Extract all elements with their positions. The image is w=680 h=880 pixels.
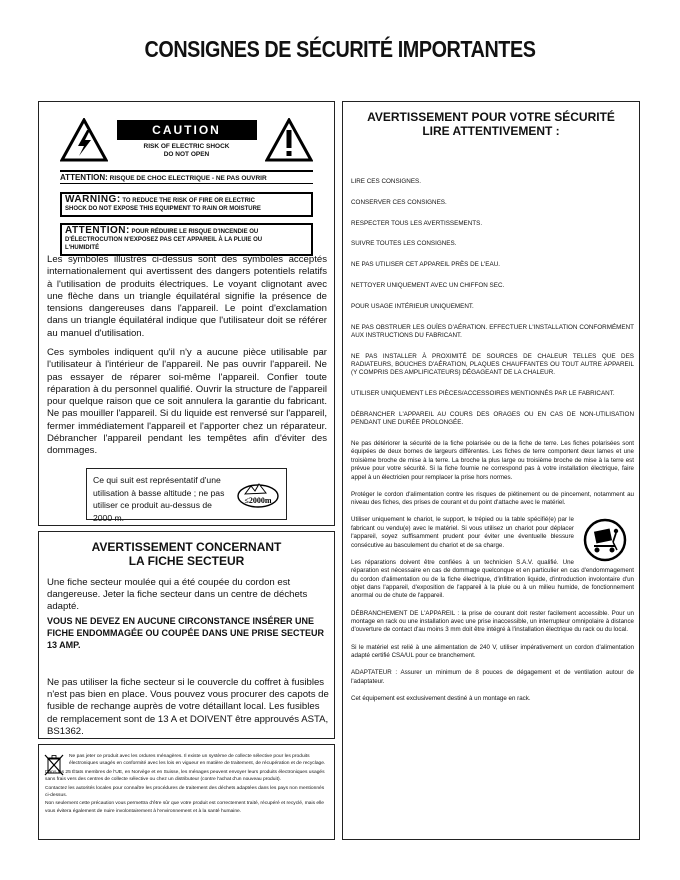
safety-item: LIRE CES CONSIGNES. [351, 178, 421, 185]
safety-item: RESPECTER TOUS LES AVERTISSEMENTS. [351, 219, 483, 227]
plug-warning-section [38, 531, 335, 739]
safety-item: UTILISER UNIQUEMENT LES PIÈCES/ACCESSOIRES MENTIONNÉS PAR LE FABRICANT. [351, 390, 615, 398]
weee-paragraph-4: Non seulement cette précaution vous permettra d'être sûr que votre produit est correctement traité, récupéré et recyclé, mais elle vous évitera également de nuire involontairement à l'environnement et à la santé humaine. [45, 801, 325, 814]
altitude-text: Ce qui suit est représentatif d'une utilisation à basse altitude ; ne pas utiliser ce produit au-dessus de 2000 m. [93, 475, 225, 523]
safety-heading [343, 110, 639, 138]
polarized-plug-paragraph: Ne pas détériorer la sécurité de la fiche polarisée ou de la fiche de terre. Les fiches polarisées sont équipées de deux bornes de largeurs différentes. Les fiches de terre comportent deux lames et une troisième broche de mise à la terre. La broche la plus large ou troisième broche de mise à la terre est prévue pour votre sécurité. Si la fiche fournie ne correspond pas à votre installation électrique, faire appel à un électricien pour remplacer la prise hors normes. [351, 439, 634, 481]
safety-item: SUIVRE TOUTES LES CONSIGNES. [351, 240, 457, 248]
power-cord-paragraph: Protéger le cordon d'alimentation contre les risques de piétinement ou de pincement, notamment au niveau des fiches, des prises de courant et du point d'attache avec le matériel. [351, 490, 634, 507]
safety-item: NE PAS UTILISER CET APPAREIL PRÈS DE L'EAU. [351, 261, 500, 269]
safety-item: POUR USAGE INTÉRIEUR UNIQUEMENT. [351, 302, 474, 310]
symbols-paragraph-1: Les symboles illustrés ci-dessus sont des symboles acceptés internationalement qui avertissent des dangers potentiels relatifs à l'utilisation de produits électriques. Le voyant clignotant avec une flèche dans un triangle équilatéral signifie la présence de tensions dangereuses dans l'appareil. Le point d'exclamation dans un triangle équilatéral indique que l'utilisateur doit se référer au manuel d'utilisation. [47, 254, 327, 339]
safety-item: CONSERVER CES CONSIGNES. [351, 198, 447, 206]
safety-item: DÉBRANCHER L'APPAREIL AU COURS DES ORAGES OU EN CAS DE NON-UTILISATION PENDANT UNE DURÉE PROLONGÉE. [351, 410, 634, 427]
caution-section [38, 101, 335, 526]
plug-paragraph-1: Une fiche secteur moulée qui a été coupée du cordon est dangereuse. Jeter la fiche secteur dans un centre de déchets adapté. [47, 577, 308, 613]
cart-paragraph: Utiliser uniquement le chariot, le support, le trépied ou la table spécifié(e) par le fabricant ou vendu(e) avec le matériel. Si vous utilisez un chariot pour déplacer l'appareil, soyez suffisamment prudent pour éviter une éventuelle blessure consécutive au basculement du chariot et de sa charge. [351, 516, 574, 549]
safety-heading-1: AVERTISSEMENT POUR VOTRE SÉCURITÉ [367, 110, 615, 124]
symbols-paragraph-2: Ces symboles indiquent qu'il n'y a aucune pièce utilisable par l'utilisateur à l'intérieur de l'appareil. Ne pas ouvrir l'appareil. Ne pas essayer de réparer soi-même l'appareil. Confier toute réparation à du personnel qualifié. Ouvrir la structure de l'appareil pour quelque raison que ce soit annulera la garantie du fabricant. Ne pas mouiller l'appareil. Si du liquide est renversé sur l'appareil, fermer immédiatement l'appareil et l'apporter chez un réparateur. Débrancher l'appareil pendant les tempêtes afin d'éviter des dommages. [47, 347, 327, 457]
safety-item: NE PAS INSTALLER À PROXIMITÉ DE SOURCES DE CHALEUR TELLES QUE DES RADIATEURS, BOUCHES D'AÉRATION, PLAQUES CHAUFFANTES OU TOUT AUTRE APPAREIL (Y COMPRIS DES AMPLIFICATEURS) DÉGAGEANT DE LA CHALEUR. [351, 352, 634, 377]
attention-text: RISQUE DE CHOC ELECTRIQUE - NE PAS OUVRIR [109, 175, 267, 182]
weee-text [45, 753, 329, 816]
exclamation-warning-icon [265, 118, 313, 162]
altitude-mountain-icon [236, 480, 280, 508]
safety-list [351, 178, 634, 712]
warning-line-2: SHOCK DO NOT EXPOSE THIS EQUIPMENT TO RAIN OR MOISTURE [65, 206, 261, 212]
warning-box [60, 192, 313, 217]
altitude-notice [86, 468, 287, 523]
adapter-paragraph: ADAPTATEUR : Assurer un minimum de 8 pouces de dégagement et de ventilation autour de l'adaptateur. [351, 669, 634, 685]
servicing-paragraph: Les réparations doivent être confiées à un technicien S.A.V. qualifié. Une réparation est nécessaire en cas de dommage quelconque et en particulier en cas d'endommagement du cordon d'alimentation ou de la fiche électrique, d'infiltration liquide, d'introduction involontaire d'un objet dans l'appareil, d'exposition de l'appareil à la pluie ou à un milieu humide, de fonctionnement anormal ou de chute de l'appareil. [351, 558, 634, 600]
safety-item: NE PAS OBSTRUER LES OUÏES D'AÉRATION. EFFECTUER L'INSTALLATION CONFORMÉMENT AUX INSTRUCTIONS DU FABRICANT. [351, 323, 634, 339]
caution-graphic [60, 111, 313, 256]
weee-paragraph-3: Contactez les autorités locales pour connaître les procédures de traitement des déchets adaptées dans les pays non mentionnés ci-dessus. [45, 785, 325, 799]
plug-paragraph-3: Ne pas utiliser la fiche secteur si le couvercle du coffret à fusibles n'est pas bien en place. Vous pouvez vous procurer des capots de fusible de rechange auprès de votre détaillant local. Les fusibles de remplacement sont de 13 A et DOIVENT être approuvés ASTA, BS1362. [47, 677, 329, 737]
safety-item: NETTOYER UNIQUEMENT AVEC UN CHIFFON SEC. [351, 281, 505, 289]
attention2-line-3: L'HUMIDITÉ [65, 245, 100, 251]
attention-prefix: ATTENTION: [60, 173, 108, 182]
attention2-line-1: POUR RÉDUIRE LE RISQUE D'INCENDIE OU [131, 229, 259, 235]
safety-instructions-section [342, 101, 640, 840]
caution-sub-2: DO NOT OPEN [163, 151, 210, 158]
caution-sub-1: RISK OF ELECTRIC SHOCK [143, 143, 230, 150]
plug-heading [39, 540, 334, 568]
rack-mount-paragraph: Cet équipement est exclusivement destiné à un montage en rack. [351, 694, 531, 702]
page-title: CONSIGNES DE SÉCURITÉ IMPORTANTES [144, 36, 536, 62]
plug-heading-2: LA FICHE SECTEUR [128, 554, 245, 568]
lightning-warning-icon [60, 118, 108, 162]
attention-box [60, 223, 313, 256]
attention2-line-2: D'ÉLECTROCUTION N'EXPOSEZ PAS CET APPAREIL À LA PLUIE OU [65, 237, 263, 243]
attention-line [60, 170, 313, 184]
caution-label-block [117, 120, 257, 159]
plug-heading-1: AVERTISSEMENT CONCERNANT [91, 540, 282, 554]
weee-section [38, 744, 335, 840]
cart-block [351, 516, 634, 550]
voltage-240-paragraph: Si le matériel est relié à une alimentation de 240 V, utiliser impérativement un cordon d'alimentation adapté certifié CSA/UL pour ce branchement. [351, 643, 634, 660]
plug-paragraph-2: VOUS NE DEVEZ EN AUCUNE CIRCONSTANCE INSÉRER UNE FICHE ENDOMMAGÉE OU COUPÉE DANS UNE PRISE SECTEUR 13 AMP. [47, 616, 325, 650]
caution-label: CAUTION [117, 120, 257, 140]
weee-paragraph-2: Dans les 25 États membres de l'UE, en Norvège et en Suisse, les ménages peuvent envoyer leurs produits électroniques usagés sans frais vers des centres de collecte sélective ou chez un distributeur (contre l'achat d'un nouveau produit). [45, 769, 325, 783]
altitude-icon-label: ≤2000m [244, 496, 272, 505]
safety-heading-2: LIRE ATTENTIVEMENT : [422, 124, 560, 138]
warning-line-1: TO REDUCE THE RISK OF FIRE OR ELECTRIC [122, 198, 255, 204]
weee-paragraph-1: Ne pas jeter ce produit avec les ordures ménagères. Il existe un système de collecte sélective pour les produits électroniques usagés en conformité avec les lois en vigueur en matière de traitement, de récupération et de recyclage. [69, 754, 326, 767]
cart-tip-over-icon [582, 518, 628, 562]
warning-prefix: WARNING: [65, 194, 121, 205]
attention2-prefix: ATTENTION: [65, 225, 130, 236]
disconnect-paragraph: DÉBRANCHEMENT DE L'APPAREIL : la prise de courant doit rester facilement accessible. Pour un montage en rack ou une installation avec une prise inaccessible, un interrupteur omnipolaire à distance d'ouverture de contact d'au moins 3 mm doit être intégré à l'installation électrique du rack ou du local. [351, 609, 634, 634]
